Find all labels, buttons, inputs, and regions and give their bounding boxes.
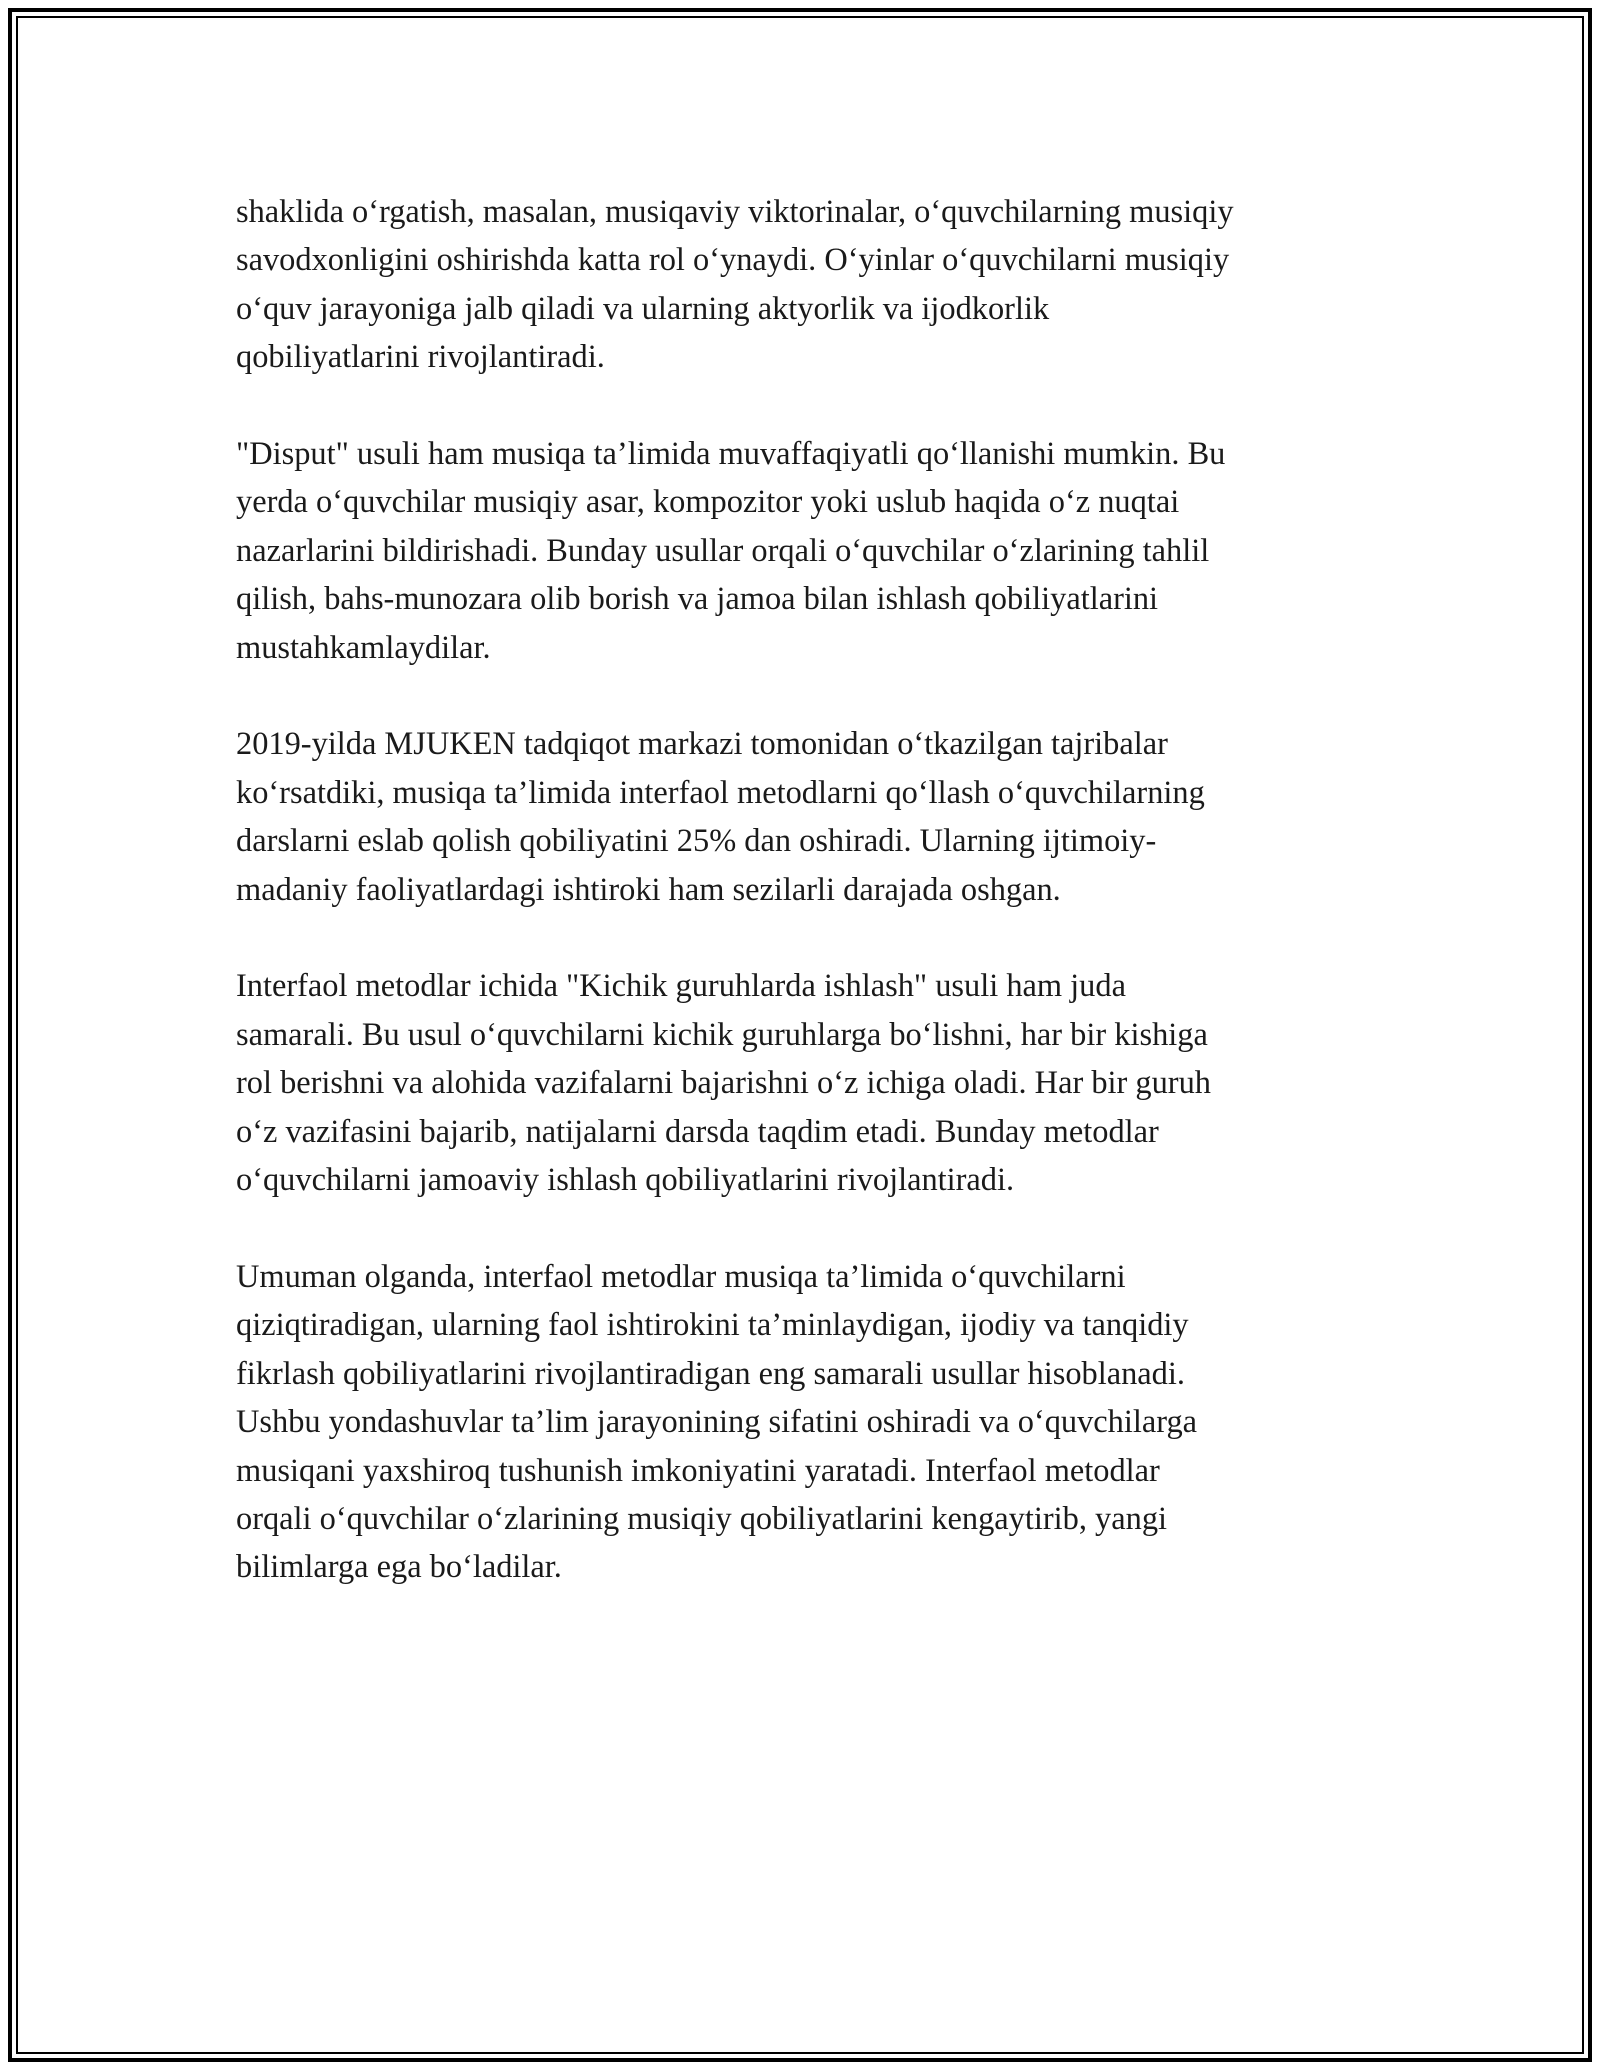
paragraph-disput: "Disput" usuli ham musiqa ta’limida muvaffaqiyatli qo‘llanishi mumkin. Bu yerda o‘quvchilar musiqiy asar, kompozitor yoki uslub haqida o‘z nuqtai nazarlarini bildirishadi. Bunday usullar orqali o‘quvchilar o‘zlarining tahlil qilish, bahs-munozara olib borish va jamoa bilan ishlash qobiliyatlarini mustahkamlaydilar. [236, 436, 1226, 666]
document-body [236, 188, 1376, 1640]
paragraph-games: shaklida o‘rgatish, masalan, musiqaviy viktorinalar, o‘quvchilarning musiqiy savodxonligini oshirishda katta rol o‘ynaydi. O‘yinlar o‘quvchilarni musiqiy o‘quv jarayoniga jalb qiladi va ularning aktyorlik va ijodkorlik qobiliyatlarini rivojlantiradi. [236, 194, 1234, 376]
paragraph-small-groups: Interfaol metodlar ichida "Kichik guruhlarda ishlash" usuli ham juda samarali. Bu usul o‘quvchilarni kichik guruhlarga bo‘lishni, har bir kishiga rol berishni va alohida vazifalarni bajarishni o‘z ichiga oladi. Har bir guruh o‘z vazifasini bajarib, natijalarni darsda taqdim etadi. Bunday metodlar o‘quvchilarni jamoaviy ishlash qobiliyatlarini rivojlantiradi. [236, 968, 1211, 1199]
paragraph-conclusion: Umuman olganda, interfaol metodlar musiqa ta’limida o‘quvchilarni qiziqtiradigan, ularning faol ishtirokini ta’minlaydigan, ijodiy va tanqidiy fikrlash qobiliyatlarini rivojlantiradigan eng samarali usullar hisoblanadi. Ushbu yondashuvlar ta’lim jarayonining sifatini oshiradi va o‘quvchilarga musiqani yaxshiroq tushunish imkoniyatini yaratadi. Interfaol metodlar orqali o‘quvchilar o‘zlarining musiqiy qobiliyatlarini kengaytirib, yangi bilimlarga ega bo‘ladilar. [236, 1258, 1198, 1586]
paragraph-research-2019: 2019-yilda MJUKEN tadqiqot markazi tomonidan o‘tkazilgan tajribalar ko‘rsatdiki, musiqa ta’limida interfaol metodlarni qo‘llash o‘quvchilarning darslarni eslab qolish qobiliyatini 25% dan oshiradi. Ularning ijtimoiy- madaniy faoliyatlardagi ishtiroki ham sezilarli darajada oshgan. [236, 726, 1205, 908]
